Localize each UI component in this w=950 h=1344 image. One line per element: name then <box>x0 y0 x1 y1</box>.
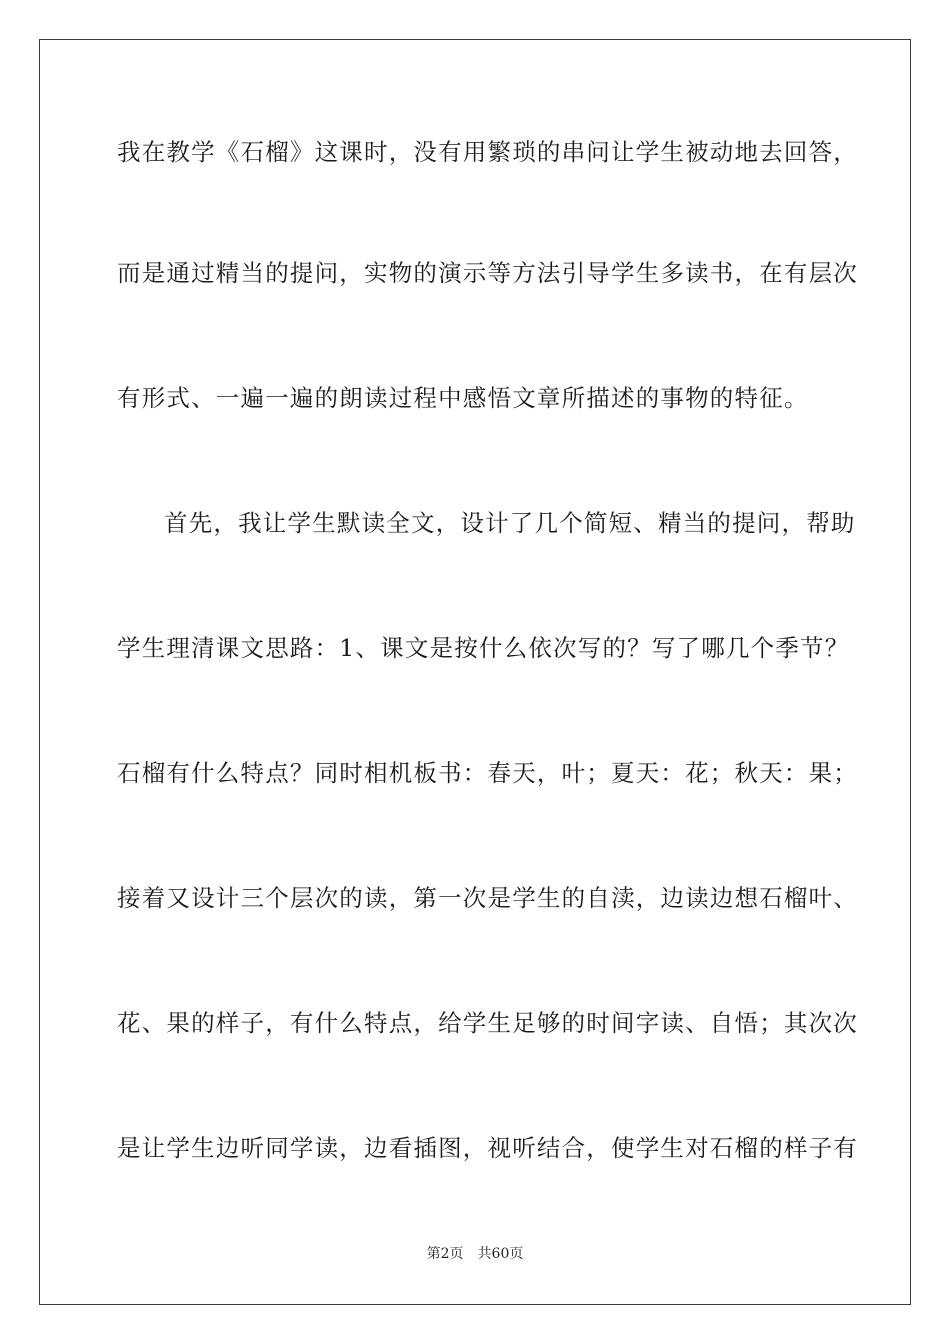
page-number: 第2页 <box>426 1246 464 1262</box>
paragraph-line-4: 首先，我让学生默读全文，设计了几个简短、精当的提问，帮助 <box>164 509 856 537</box>
paragraph-line-8: 花、果的样子，有什么特点，给学生足够的时间字读、自悟；其次次 <box>117 1009 858 1037</box>
total-pages: 共60页 <box>477 1246 524 1262</box>
page-footer <box>0 1244 950 1264</box>
paragraph-line-6: 石榴有什么特点？同时相机板书：春天，叶；夏天：花；秋天：果； <box>117 759 858 787</box>
paragraph-line-7: 接着又设计三个层次的读，第一次是学生的自渎，边读边想石榴叶、 <box>117 884 858 912</box>
page-border <box>39 39 911 1305</box>
paragraph-line-1: 我在教学《石榴》这课时，没有用繁琐的串问让学生被动地去回答， <box>117 138 858 166</box>
paragraph-line-2: 而是通过精当的提问，实物的演示等方法引导学生多读书，在有层次 <box>117 259 858 287</box>
paragraph-line-5: 学生理清课文思路：1、课文是按什么依次写的？写了哪几个季节？ <box>117 634 850 662</box>
paragraph-line-3: 有形式、一遍一遍的朗读过程中感悟文章所描述的事物的特征。 <box>117 384 809 412</box>
paragraph-line-9: 是让学生边听同学读，边看插图，视听结合，使学生对石榴的样子有 <box>117 1134 858 1162</box>
